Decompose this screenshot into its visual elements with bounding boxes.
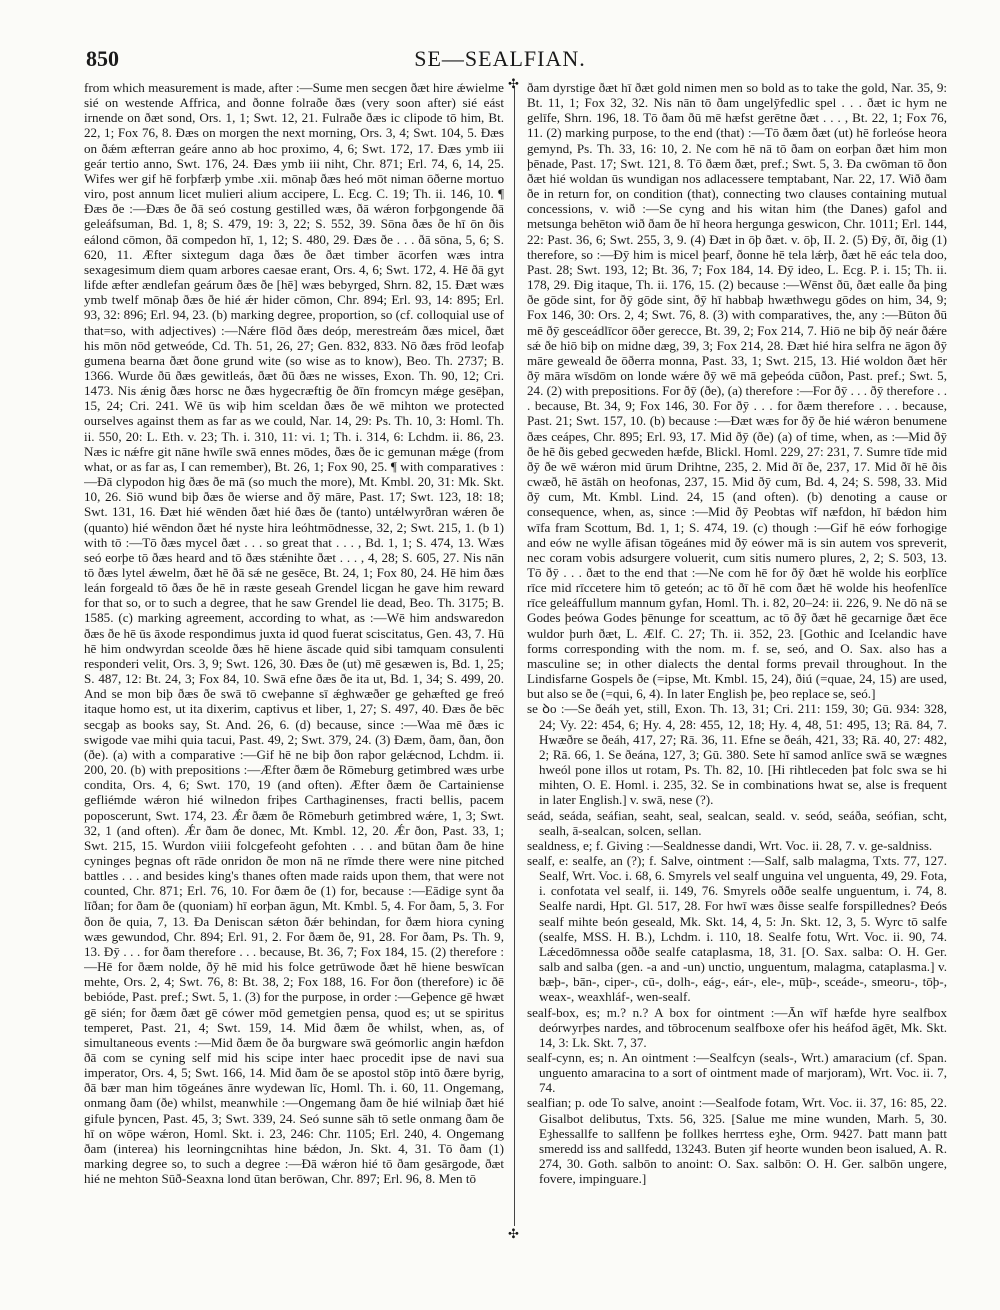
dictionary-entry-sealfian: sealfian; p. ode To salve, anoint :—Sealfode fotam, Wrt. Voc. ii. 37, 16: 85, 22. Gisalbot delibutus, Txts. 56, 325. [Salue me mine wunden, Marh. 5, 30. Eȝhessallfe to sallfenn þe follkes herrtess eȝhe, Orm. 9427. Þatt mann þatt smeredd iss and sallfedd, 13243. Buten ȝif heorte wunden beon isalued, A. R. 274, 30. Goth. salbōn to anoint: O. Sax. salbōn: O. H. Ger. salbōn ungere, fovere, impinguare.] [527,1095,947,1187]
dictionary-entry-sealf-box: sealf-box, es; m.? n.? A box for ointment :—Ān wīf hæfde hyre sealfbox deórwyrþes nardes, and tōbrocenum sealfboxe ofer his heáfod āgēt, Mk. Skt. 14, 3: Lk. Skt. 7, 37. [527,1004,947,1050]
column-divider [514,86,515,1226]
left-column-text: from which measurement is made, after :—Sume men secgen ðæt hire ǽwielme sié on westende Affrica, and ðonne folraðe ðæs (very soon after) sié eást irnende on ðæt sond, Ors. 1, 1; Swt. 12, 21. Fulraðe ðæs ic clipode tō him, Bt. 22, 1; Fox 76, 8. Ðæs on morgen the next morning, Ors. 3, 4; Swt. 104, 5. Ðæs on ðǽm æfterran geáre anno ab hoc proximo, 4, 6; Swt. 172, 17. Ðæs ymb iii geár tertio anno, Swt. 176, 24. Ðæs ymb iii niht, Chr. 871; Erl. 74, 6, 14, 25. Wifes wer gif hē forþfærþ ymbe .xii. mōnaþ ðæs heó mōt niman ōðerne mortuo viro, post annum licet mulieri alium accipere, L. Ecg. C. 19; Th. ii. 146, 10. ¶ Ðæs ðe :—Ðæs ðe ðā seó costung gestilled wæs, ðā wǽron forþgongende ðā geleáfsuman, Bd. 1, 8; S. 479, 19: 3, 22; S. 552, 39. Sōna ðæs ðe hī ōn ðis eálond cōmon, ðā compedon hī, 1, 12; S. 480, 29. Ðæs ðe . . . ðā sōna, 5, 6; S. 620, 11. Æfter sixtegum daga ðæs ðe ðæt timber ācorfen wæs intra sexagesimum diem quam arbores caesae erant, Ors. 4, 6; Swt. 172, 4. Hē ðā gyt lifde æfter ændlefan geárum ðæs ðe [hē] wæs bebyrged, Shrn. 82, 15. Ðæt wæs ymb twelf mōnaþ ðæs ðe hié ǽr hider cōmon, Chr. 894; Erl. 93, 14: 895; Erl. 93, 32: 896; Erl. 94, 23. (b) marking degree, proportion, so (cf. colloquial use of that=so, with adjectives) :—Nǽre flōd ðæs deóp, merestreám ðæs micel, ðæt his mōn nōd getweóde, Cd. Th. 51, 26, 27; Gen. 832, 833. Nō ðæs frōd leofaþ gumena bearna ðæt ðone grund wite (so wise as to know), Beo. Th. 2737; B. 1366. Wurde ðū ðæs gewitleás, ðæt ðū ðæs ne wisses, Exon. Th. 90, 12; Cri. 1473. Nis ǽnig ðæs horsc ne ðæs hygecræftig ðe ðīn fromcyn mǽge gesēþan, 15, 24; Cri. 241. Wē ūs wiþ him sceldan ðæs ðe wē mihton we protected ourselves against them as far as we could, Nar. 14, 29: Ps. Th. 10, 3: Homl. Th. ii. 550, 20: L. Eth. v. 23; Th. i. 310, 11: vi. 1; Th. i. 314, 6: Lchdm. ii. 86, 23. Næs ic nǽfre git nāne hwīle swā ennes mōdes, ðæs ðe ic gemunan mǽge (from what, or as far as, I can remember), Bt. 26, 1; Fox 90, 25. ¶ with comparatives :—Ðā clypodon hig ðæs ðe mā (so much the more), Mt. Kmbl. 20, 31: Mk. Skt. 10, 26. Siō wund biþ ðæs ðe wierse and ðȳ māre, Past. 17; Swt. 123, 18: 18; Swt. 131, 16. Ðæt hié wēnden ðæt hié ðæs ðe (tanto) untǽlwyrðran wǽren ðe (quanto) hié wēndon ðæt hé nyste hira leóhtmōdnesse, 32, 2; Swt. 215, 1. (b 1) with tō :—Tō ðæs mycel ðæt . . . so great that . . . , Bd. 1, 1; S. 474, 13. Wæs seó eorþe tō ðæs heard and tō ðæs stǽnihte ðæt . . . , 4, 28; S. 605, 27. Nis nān tō ðæs lytel ǽwelm, ðæt hē ðā sǽ ne gesēce, Bt. 24, 1; Fox 80, 24. Hē him ðæs leán forgeald tō ðæs ðe hē in ræste geseah Grendel licgan he gave him reward for that so, or to such a degree, that he saw Grendel lie dead, Beo. Th. 3175; B. 1585. (c) marking agreement, according to what, as :—Wē him andswaredon ðæs ðe hē ūs āxode respondimus juxta id quod fuerat sciscitatus, Gen. 43, 7. Hū hē him ondwyrdan sceolde ðæs hē hiene āscade quid sibi tamquam consulenti responderi velit, Ors. 3, 9; Swt. 126, 30. Ðæs ðe (ut) mē gesæwen is, Bd. 1, 25; S. 487, 12: Bt. 24, 3; Fox 84, 10. Swā efne ðæs ðe ita ut, Bd. 1, 34; S. 499, 20. And se mon biþ ðæs ðe swā tō cweþanne sī ǽghwæðer ge gehæfted ge freó itaque homo est, ut ita dixerim, captivus et liber, 1, 27; S. 497, 40. Ðæs ðe bēc secgaþ as books say, St. And. 26, 6. (d) because, since :—Waa mē ðæs ic swigode vae mihi quia tacui, Past. 49, 2; Swt. 379, 24. (3) Ðæm, ðam, ðan, ðon (ðe). (a) with a comparative :—Gif hē ne biþ ðon raþor gelǽcnod, Lchdm. ii. 200, 20. (b) with prepositions :—Æfter ðæm ðe Rōmeburg getimbred wæs urbe condita, Ors. 4, 6; Swt. 170, 19 (and often). Æfter ðæm ðe Cartainiense gefliémde wǽron hié wilnedon friþes Carthaginenses, fracti bellis, pacem poposcerunt, Swt. 174, 23. Ǽr ðæm ðe Rōmeburh getimbred wǽre, 1, 3; Swt. 32, 1 (and often). Ǽr ðam ðe donec, Mt. Kmbl. 12, 20. Ǽr ðon, Past. 33, 1; Swt. 215, 15. Wurdon viiii folcgefeoht gefohten . . . and būtan ðam ðe hine cyninges þegnas oft rāde onridon ðe mon nā ne rīmde there were nine pitched battles . . . and besides king's thanes often made raids upon them, that were not counted, Chr. 871; Erl. 76, 10. For ðæm ðe (1) for, because :—Eādige synt ða līðan; for ðam ðe (quoniam) hī eorþan āgun, Mt. Kmbl. 5, 4. For ðam, 5, 3. For ðon ðe quia, 7, 13. Ða Deniscan sǽton ðǽr behindan, for ðæm hiora cyning wæs gewundod, Chr. 894; Erl. 91, 2. For ðæm ðe, 91, 28. For ðam, Ps. Th. 9, 13. Ðȳ . . . for ðam therefore . . . because, Bt. 36, 7; Fox 184, 15. (2) therefore :—Hē for ðæm nolde, ðȳ hē mid his folce getrūwode ðæt hē hiene beswīcan mehte, Ors. 2, 4; Swt. 76, 8: Bt. 38, 2; Fox 188, 16. For ðon (therefore) ic ðē bebióde, Past. pref.; Swt. 5, 1. (3) for the purpose, in order :—Geþence gē hwæt gē sién; for ðæm ðæt gē cówer mōd gemetgien pensa, quod es; ut se spiritus temperet, Past. 21, 4; Swt. 159, 14. Mid ðæm ðe whilst, when, as, of simultaneous events :—Mid ðæm ðe ða burgware swā geómorlic angin hæfdon ðā com se cyning self mid his scipe inter haec procedit ipse de navi sua imperator, Ors. 4, 5; Swt. 166, 14. Mid ðam ðe se apostol stōp intō ðære byrig, ðā bær man him tōgeánes ānre wydewan līc, Homl. Th. i. 60, 11. Ongemang, onmang ðam (ðe) whilst, meanwhile :—Ongemang ðam ðe hié wilniaþ ðæt hié gifule þyncen, Past. 45, 3; Swt. 339, 24. Seó sunne sāh tō setle onmang ðam ðe hī on wōpe wǽron, Homl. Skt. i. 23, 246: Chr. 1105; Erl. 240, 4. Ongemang ðam (interea) his leorningcnihtas hine bǽdon, Jn. Skt. 4, 31. Tō ðam (1) marking degree so, to such a degree :—Ðā wǽron hié tō ðam gesārgode, ðæt hié ne mehton Sūð-Seaxna lond ūtan berōwan, Chr. 897; Erl. 96, 8. Men tō [84,80,504,1187]
dictionary-entry-se: se ꝺo :—Se ðeáh yet, still, Exon. Th. 13, 31; Cri. 211: 159, 30; Gū. 934: 328, 24; Vy. 22: 454, 6; Hy. 4, 28: 455, 12, 18; Hy. 4, 48, 51: 495, 13; Rā. 84, 7. Hwæðre se ðeáh, 417, 27; Rā. 36, 11. Efne se ðeáh, 421, 33; Rā. 40, 27: 482, 2; Rā. 66, 1. Se ðeána, 127, 3; Gū. 380. Sete hī samod anlīce swā se wægnes hweól pone illos ut rotam, Ps. Th. 82, 10. [Hi rihtleceden þat folc swa se hi mihten, O. E. Homl. i. 235, 32. Se in combinations hwat se, alse is frequent in later English.] v. swā, nese (?). [527,701,947,808]
divider-ornament-top: ✣ [508,77,519,92]
right-column [527,80,947,1295]
dictionary-entry-sealdness: sealdness, e; f. Giving :—Sealdnesse dandi, Wrt. Voc. ii. 28, 7. v. ge-saldniss. [527,837,933,853]
page-number: 850 [86,46,119,71]
running-head: SE—SEALFIAN. [414,46,586,71]
left-column [84,80,504,1295]
right-column-intro-text: ðam dyrstige ðæt hī ðæt gold nimen men so bold as to take the gold, Nar. 35, 9: Bt. 11, 1; Fox 32, 32. Nis nān tō ðam ungelȳfedlic spel . . . ðæt ic hym ne gelīfe, Shrn. 196, 18. Tō ðam ðū mē hæfst gerētne ðæt . . . , Bt. 22, 1; Fox 76, 11. (2) marking purpose, to the end (that) :—Tō ðæm ðæt (ut) hē forleóse heora gemynd, Ps. Th. 33, 16: 10, 2. Ne com hē nā tō ðam on eorþan ðæt him mon þēnade, Past. 17; Swt. 121, 8. Tō ðæm ðæt, pref.; Swt. 5, 3. Ða cwōman tō ðon ðæt hié woldan ūs wundigan nos adlacessere temptabant, Nar. 22, 17. Wið ðam ðe in return for, on condition (that), connecting two clauses containing mutual concessions, v. wið :—Se cyng and his witan him (the Danes) gafol and metsunga behēton wið ðam ðe hī heora hergunga geswicon, Chr. 1011; Erl. 144, 22: Past. 36, 6; Swt. 255, 3, 9. (4) Ðæt in ōþ ðæt. v. ōþ, II. 2. (5) Ðȳ, ðī, ðig (1) therefore, so :—Ðȳ him is micel þearf, ðonne hē tela lǽrþ, ðæt hē eác tela doo, Past. 28; Swt. 193, 12; Bt. 36, 7; Fox 184, 14. Ðȳ ideo, L. Ecg. P. i. 15; Th. ii. 178, 29. Ðig itaque, Th. ii. 176, 15. (2) because :—Wēnst ðū, ðæt ealle ða þing ðe gōde sint, for ðȳ gōde sint, ðȳ hī habbaþ hwæthwegu gōdes on him, 34, 9; Fox 146, 30: Ors. 2, 4; Swt. 76, 8. (3) with comparatives, the, any :—Būton ðū mē ðȳ gesceádlīcor ōðer gerecce, Bt. 39, 2; Fox 214, 7. Hiō ne biþ ðȳ neár ðǽre sǽ ðe hiō biþ on midne dæg, 39, 3; Fox 214, 28. Ðæt hié hira selfra ne āgon ðȳ māre geweald ðe ōðerra monna, Past. 33, 1; Swt. 215, 13. Hié woldon ðæt hēr ðȳ māra wīsdōm on londe wǽre ðȳ wē mā geþeóda cūðon, Past. pref.; Swt. 5, 24. (2) with prepositions. For ðȳ (ðe), (a) therefore :—For ðȳ . . . ðȳ therefore . . . because, Bt. 34, 9; Fox 146, 30. For ðȳ . . . for ðæm therefore . . . because, Past. 21; Swt. 157, 10. (b) because :—Ðæt wæs for ðȳ ðe hié wǽron benumene ðæs ceápes, Chr. 895; Erl. 93, 17. Mid ðȳ (ðe) (a) of time, when, as :—Mid ðȳ ðe hē ðis gebed gecweden hæfde, Blickl. Homl. 229, 27: 231, 7. Sumre tīde mid ðȳ ðe wē wǽron mid ūrum Drihtne, 235, 2. Mid ðī ðe, 237, 17. Mid ðī hē ðis cwæð, hē āstāh on heofonas, 237, 15. Mid ðȳ cum, Bd. 4, 24; S. 598, 33. Mid ðȳ cum, Mt. Kmbl. Lind. 24, 15 (and often). (b) denoting a cause or consequence, when, as, since :—Mid ðȳ Peobtas wīf næfdon, hī bǽdon him wīfa fram Scottum, Bd. 1, 1; S. 474, 19. (c) though :—Gif hē eów forhogige and eów ne wylle āfisan tōgeánes mid ðȳ eówer mā is sin autem vos spreverit, nec coram vobis adsurgere voluerit, cum sitis numero plures, 2, 2; S. 503, 13. Tō ðȳ . . . ðæt to the end that :—Ne com hē for ðȳ ðæt hē wolde his eorþlīce rīce mid rīccetere him tō geteón; ac tō ðī hē com ðæt hē wolde his heofenlīce rīce geleáffullum mannum gyfan, Homl. Th. i. 82, 20–24: ii. 226, 9. Ne dō nā se Godes þeówa Godes þēnunge for sceattum, ac tō ðȳ ðæt hē gecarnige ðæt ēce wuldor þurh ðæt, L. Ælf. C. 27; Th. ii. 352, 23. [Gothic and Icelandic have forms corresponding with the nom. m. f. se, seó, and O. Sax. also has a masculine se; in other dialects the dental forms prevail throughout. In the Lindisfarne Gospels ðe (=ipse, Mt. Kmbl. 15, 24), ðiú (=quae, 24, 15) are used, but also se ðe (=qui, 6, 4). In later English þe, þeo replace se, seó.] [527,80,947,702]
dictionary-entry-sead: seád, seáda, seáfian, seaht, seal, sealcan, seald. v. seód, seáða, seófian, scht, sealh, ā-sealcan, solcen, sellan. [527,807,947,838]
dictionary-entry-sealf-cynn: sealf-cynn, es; n. An ointment :—Sealfcyn (seals-, Wrt.) amaracium (cf. Span. unguento amaracina to a sort of ointment made of marjoram), Wrt. Voc. ii. 7, 74. [527,1050,947,1096]
divider-ornament-bottom: ✣ [508,1227,519,1242]
dictionary-entry-sealf: sealf, e: sealfe, an (?); f. Salve, ointment :—Salf, salb malagma, Txts. 77, 127. Sealf, Wrt. Voc. i. 68, 6. Smyrels vel sealf unguina vel unguenta, 49, 29. Fota, i. confotata vel sealf, ii. 149, 76. Smyrels oððe sealfe unguentum, i. 74, 8. Sealfe nardi, Hpt. Gl. 517, 28. For hwī wæs ðisse sealfe forspillednes? Ðeós sealf mihte beón geseald, Mk. Skt. 14, 4, 5: Jn. Skt. 12, 3, 5. Wyrc tō salfe (sealfe, MSS. H. B.), Lchdm. i. 110, 18. Sealfe fotu, Wrt. Voc. ii. 90, 74. Lǽcedōmnessa oððe sealfe cataplasma, 18, 31. [O. Sax. salba: O. H. Ger. salb and salba (gen. -a and -un) unctio, unguentum, malagma, cataplasma.] v. bæþ-, bān-, ciper-, cū-, dolh-, eág-, eár-, ele-, mūþ-, sceáde-, smeoru-, tōþ-, weax-, weaxhláf-, wen-sealf. [527,852,947,1005]
